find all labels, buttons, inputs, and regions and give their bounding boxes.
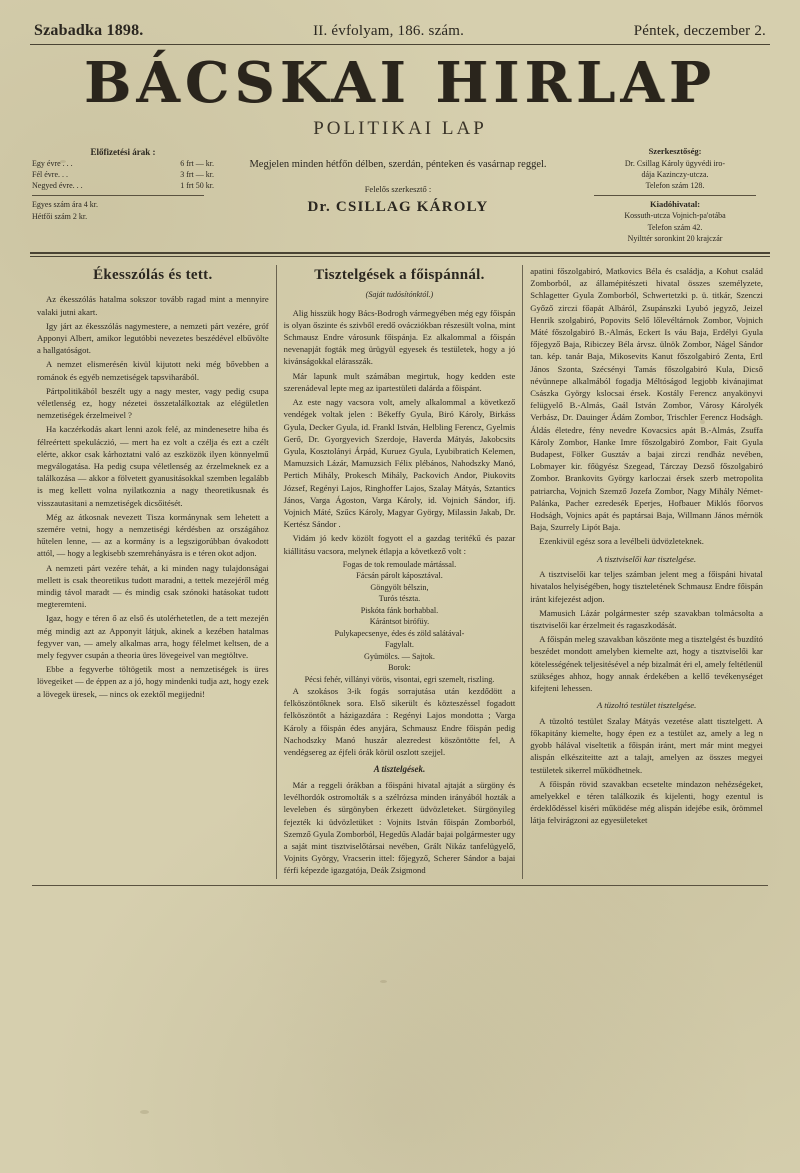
- subscription-value: 6 frt — kr.: [180, 159, 214, 169]
- offices-box: [582, 146, 768, 244]
- editorial-office-line: dája Kazinczy-utcza.: [641, 170, 709, 180]
- menu-item: Kárántsot birófüy.: [369, 617, 430, 627]
- article-paragraph: Vidám jó kedv közölt fogyott el a gazdag teritékű és pazar kiállitásu vacsora, melynek étlapja a következő volt :: [283, 533, 516, 556]
- subscription-row: [32, 170, 214, 181]
- column-one: [30, 265, 277, 879]
- subscription-value: 1 frt 50 kr.: [180, 180, 214, 190]
- editorial-office-line: Dr. Csillag Károly ügyvédi iro-: [624, 159, 726, 168]
- masthead-bottom-rule: [30, 252, 770, 254]
- article-paragraph: Mamusich Lázár polgármester szép szavakban tolmácsolta a tisztviselői kar érzelmeit és ragaszkodását.: [530, 607, 763, 630]
- article-paragraph: Már a reggeli órákban a főispáni hivatal ajtaját a sürgöny és levélhordók ostromolták s a szélrózsa minden irányából hozták a leveleben és sürgönyben érkezett üdvözleteket. Sürgönyileg fejezték ki üdvözletüket : Vojnits István főispán Zomborból, Szemző Gyula Zomborból, Hegedűs Aladár bajai polgármester ugy a saját mint tisztviselőtársai nevében, Grált Nikáz tanfelügyelő, Vojnits György, Vracserin ittel: főjegyző, Scherer Sándor a bajai férfi képezde igazgatója, Deák Zsigmond: [283, 780, 516, 876]
- article-headline-ekesszolas: Ékesszólás és tett.: [93, 267, 213, 284]
- subscription-value: 3 frt — kr.: [180, 170, 214, 180]
- article-paragraph: Már lapunk mult számában megirtuk, hogy kedden este szerenádeval lepte meg az ipartestületi dalárda a főispánt.: [283, 370, 516, 393]
- article-paragraph: Pártpolitikából beszélt ugy a nagy mester, vagy pedig csupa véletlenség ez, hogy nézetei összetalálkoztak az elégületlen nemzetiségek érzelmeivel ?: [37, 385, 269, 421]
- masthead-place-date: Szabadka 1898.: [34, 22, 144, 39]
- column-three: [523, 265, 770, 879]
- article-paragraph: A nemzeti párt vezére tehát, a ki minden nagy tulajdonságai mellett is csak theoretikus tudott maradni, a tettek mezejéről még mindig távol maradt — és mindig csak szónoki hatásokat tudott megteremteni.: [37, 562, 269, 610]
- masthead-center: [214, 146, 582, 217]
- classified-rate: Nyilttér soronkint 20 krajczár: [627, 233, 723, 243]
- subscription-header: Előfizetési árak :: [90, 147, 156, 158]
- page-subtitle: POLITIKAI LAP: [313, 118, 487, 140]
- single-copy-price: Egyes szám ára 4 kr.: [32, 199, 98, 209]
- article-paragraph: Igaz, hogy e téren ő az első és utolérhetetlen, de a tett mezején még mindig azt az Apponyit látjuk, akinek a kezében hatalmas fegyver van, — amely alkalmas arra, hogy félelmet keltsen, de a mely fegyver csupán a theoria üres lövegeivel van megtöltve.: [37, 613, 269, 660]
- masthead-bottom-rule-thin: [30, 256, 770, 257]
- menu-item: Fácsán párolt káposztával.: [356, 571, 443, 581]
- subscription-row: [32, 181, 214, 192]
- masthead-weekday-date: Péntek, deczember 2.: [633, 23, 766, 39]
- article-paragraph: Az ékesszólás hatalma sokszor tovább ragad mint a mennyire valaki jutni akart.: [37, 294, 269, 317]
- subscription-label: Fél évre. . .: [32, 170, 68, 180]
- subscription-box: [32, 146, 214, 223]
- article-paragraph: A tüzoltó testület Szalay Mátyás vezetése alatt tisztelgett. A főkapitány kiemelte, hogy épen ez a testület az, amely a leg n gyobb hálával viseltetik a főispán iránt, mert már mint megyei alispán elkésziteitte azt a talajt, amelyen az összes megyei testületek sikerrel működhetnek.: [530, 715, 763, 775]
- editorial-office-header: Szerkesztőség:: [648, 146, 702, 157]
- menu-item: Piskóta fánk borhabbal.: [360, 605, 439, 615]
- menu-item: Pécsi fehér, villányi vörös, visontai, egri szemelt, riszling.: [304, 674, 495, 684]
- editorial-office-phone: Telefon szám 128.: [645, 181, 705, 191]
- subscription-row: [32, 159, 214, 170]
- article-columns: [28, 265, 772, 879]
- masthead-divider: [30, 44, 770, 45]
- article-paragraph: Ebbe a fegyverbe töltögetik most a nemzetiségek is üres lövegeiket — de éppen az a jó, hogy mindenki tudja azt, hogy ezek a lövegek üresek, — nincs ok ezektől megijedni!: [37, 664, 269, 699]
- section-heading-tisztviseloi-kar: A tisztviselői kar tisztelgése.: [597, 553, 697, 564]
- article-source-note: (Saját tudósítónktól.): [365, 290, 434, 300]
- article-headline-tisztelgesek: Tisztelgések a főispánnál.: [314, 267, 485, 284]
- menu-item: Göngyölt bélszin,: [370, 582, 429, 592]
- column-two: [277, 265, 524, 879]
- menu-item: Gyümölcs. — Sajtok.: [363, 651, 435, 661]
- article-paragraph: Az este nagy vacsora volt, amely alkalommal a következő vendégek voltak jelen : Békeffy Gyula, Biró Károly, Birkáss Gyula, Decker Gyula, id. Frankl István, Helbling Ferencz, Gyelmis Gerő, Dr. Gyorgyevich Szerdoje, Haverda Mátyás, Jakobcsits Gyula, Kosztolányi Árpád, Kuruez Gyula, Lyubibratich Kelemen, Mamuzsich Lázár, Mamuzsich Félix plébános, Nahodszky Manó, Pertich Mihály, Prokesch Mihály, Packovich Andor, Piukovits József, Regényi Lajos, Ringhoffer Lajos, Szalay Mátyás, Sztantics János, Varga Ágoston, Varga Károly, id. Vojnich Sándor, ifj. Vojnich Máté, Szűcs Károly, Magyar György, Milassin Jakab, Dr. Kertész Sándor .: [283, 397, 516, 530]
- article-paragraph: A tisztviselői kar teljes számban jelent meg a főispáni hivatal hivatalos helyiségében, hogy tiszteletének Schmausz Endre főispán iránt kifejezést adjon.: [530, 569, 763, 604]
- section-heading-tuzolto-testulet: A tüzoltó testület tisztelgése.: [596, 700, 697, 711]
- publishing-office-header: Kiadóhivatal:: [649, 198, 701, 209]
- article-paragraph: A főispán meleg szavakban köszönte meg a tisztelgést és buzdító beszédet mondott amelyben kiemelte azt, hogy a tisztviselői kar kötelességének teljesitésével a nép bizalmát éri el, amely feltétlenül szükséges ahhoz, hogy annak érdekében a kellő tevékenységet kifejteni lehessen.: [530, 634, 763, 693]
- subscription-divider: [32, 195, 204, 196]
- editor-name: Dr. CSILLAG KÁROLY: [307, 199, 489, 216]
- publishing-office-line: Kossuth-utcza Vojnich-pa'otába: [624, 211, 726, 221]
- menu-item: Pulykapecsenye, édes és zöld salátával-: [334, 628, 465, 638]
- article-paragraph: A főispán rövid szavakban ecsetelte mindazon nehézségeket, amelyekkel e téren találkozik és kijelenti, hogy ezentul is érdeklődéssel kiséri működése még alispán idejébe esik, örömmel látja felvirágzoni az egyesületeket: [530, 778, 763, 826]
- masthead-info-band: [28, 146, 772, 244]
- responsible-editor-label: Felelős szerkesztő :: [364, 183, 432, 194]
- subscription-label: Egy évre . . .: [32, 159, 73, 169]
- page-title: BÁCSKAI HIRLAP: [84, 50, 716, 116]
- menu-item: Fogas de tok remoulade mártással.: [342, 559, 457, 569]
- article-paragraph: apatini főszolgabiró, Matkovics Béla és családja, a Kohut család Zomborból, az államépitészeti hivatal összes személyzete, Schlagetter Gyula Zomborból, Schwertetzki p. ü. titkár, Szenczi Győző zirczi főapát Albáról, Zsupánszki Lyubó jegyző, Jeizel Henrik szolgabiró, Popovits Selő lőlevéltárnok Zombor, Vojnich Máté főszolgabiró B.-Almás, Eckert Is váu Baja, Erdélyi Gyula főjegyző Baja, Ribiczey Béla árvsz. ülnök Zombor, Nágel Sándor tan. kép. tanár Baja, Mikosevits Kanut főszolgabiró Zenta, Ertl János Szonta, Szécsényi Tamás főszolgabiró Kula, Dicső névünnepe alkalmából fogadja Méltóságod legjobb kivánajimat Császka György kslocsai érsek. Kostály Ferencz anyakönyvi felügyelő B.-Almás, Gaál István Zombor, Városy Károlyék Verbász, Dr. Dauinger Ádám Zombor, Trischler Ferencz Hodságh. Áldás életedre, fény nevedre Kovacsics apát B.-Almás, Zsuffa Károly Zombor, Hanke Imre főszolgabiró Zombor, Fait Gyula Budapest, Fölker Gusztáv a bajai zirczi rendház nevében, Lobmayer kir. főügyész Szegead, Tárczay Dezső főszolgabiró Zombor. Brankovits György karloczai érsek szerb metropolita patriarcha, Vojnich Szemző Jozefa Zombor, Nagy Mihály Német-Palánka, Pacher ezredesék Eperjes, Hofbauer Miklós főorvos Hodságh, Vojnics apát és paptársai Baja, Willmann János mérnök Baja, Szurrely Lipót Baja.: [530, 266, 763, 533]
- page-footer-area: [28, 886, 772, 896]
- publishing-office-phone: Telefon szám 42.: [647, 222, 703, 232]
- menu-item: Fagylalt.: [385, 640, 414, 650]
- menu-item: Borok:: [388, 663, 411, 673]
- article-paragraph: A nemzet elismerésén kivül kijutott neki még bővebben a románok és egyéb nemzetiségek tapsviharából.: [37, 359, 269, 382]
- publication-schedule: Megjelen minden hétfőn délben, szerdán, pénteken és vasárnap reggel.: [249, 159, 547, 171]
- article-paragraph: Igy járt az ékesszólás nagymestere, a nemzeti párt vezére, gróf Apponyi Albert, amikor legutóbbi nevezetes beszédével elbűvölte a hallgatóságot.: [37, 320, 269, 356]
- article-paragraph: Ezenkivül egész sora a levélbeli üdvözleteknek.: [539, 536, 704, 547]
- offices-divider: [594, 195, 756, 196]
- article-paragraph: Alig hisszük hogy Bács-Bodrogh vármegyében még egy főispán is olyan őszinte és szivből eredő ovácziókban részesült volna, mint Schmausz Endre városunk főispánja. Ez alkalommal a főispán nevenapját fogták meg ürügyül egyesek és testületek, hogy a jó kivánságokkal elárasszák.: [283, 307, 516, 367]
- masthead-topline: [28, 22, 772, 44]
- subscription-label: Negyed évre. . .: [32, 180, 83, 190]
- article-paragraph: A szokásos 3-ik fogás sorrajutása után kezdődött a felköszöntőknek sora. Első sikerült és közteszéssel fogadott felköszöntőt a házigazdára : Regényi Lajos mondotta ; Varga Károly a főispán édes anyjára, Schmausz Endre főispán pedig Nachodszky Manó huszár alezredest köszöntötte fel, A vendégsereg az éjfeli órák körül oszlott szejjel.: [283, 686, 516, 758]
- article-paragraph: Ha kaczérkodás akart lenni azok felé, az mindenesetre hiba és félreértett spekuláczió, — mert ha ez volt a czélja és ezt a czélt elérte, akkor csak kárhoztatni való az eszközök ilyen könnyelmű megválogatása. Ha pedig csupa véletlenség az érzelmeknek ez a találkozása — akkor a fölvetett gyanusitásokkal szemben legalább is meg kellett volna nyilatkoznia a nagy theoretikusnak és visszautasitani a nemzetiségek dicsőitését.: [37, 424, 269, 508]
- section-heading-tisztelgesek: A tisztelgések.: [373, 764, 426, 775]
- masthead-issue: II. évfolyam, 186. szám.: [313, 23, 465, 39]
- menu-item: Turós tészta.: [378, 594, 421, 604]
- article-paragraph: Még az átkosnak nevezett Tisza kormánynak sem lehetett a szemére vetni, hogy a nemzetiségi kérdésben az országához hűtelen lenne, — az a kormány is a legszigorúbban óvakodott attól, — hogy a legkisebb szemrehányásra is e téren okot adjon.: [37, 511, 269, 559]
- monday-copy-price: Hétfői szám 2 kr.: [32, 211, 88, 221]
